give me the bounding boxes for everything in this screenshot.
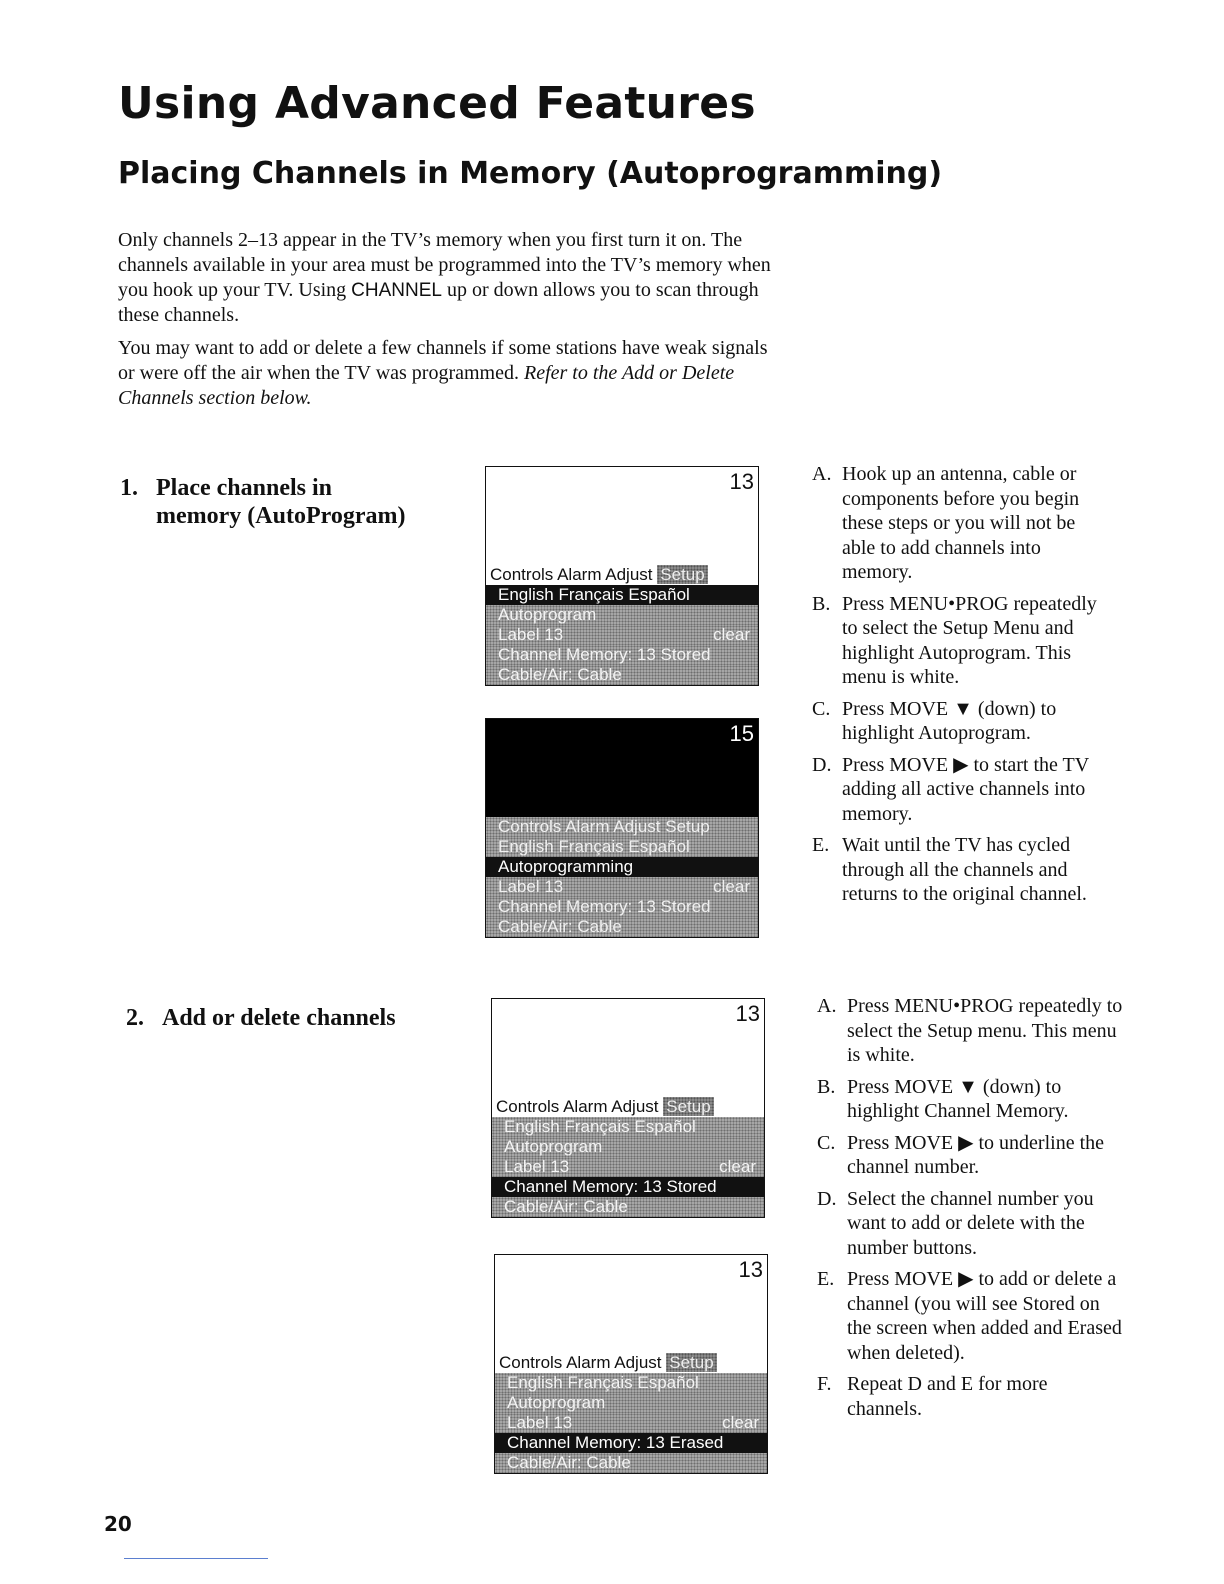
instruction-item xyxy=(812,697,1112,746)
menu-item-cable-air: Cable/Air: Cable xyxy=(486,917,758,937)
channel-number: 15 xyxy=(729,721,754,746)
instruction-text: Wait until the TV has cycled through all the channels and returns to the original channel. xyxy=(842,834,1087,905)
instruction-item xyxy=(817,1075,1127,1124)
step2-number: 2. xyxy=(126,1005,144,1031)
step2-title-text: Add or delete channels xyxy=(162,1005,396,1031)
intro-p1-text-a: Only channels 2–13 appear in the TV’s memory when you first turn it on. The channels available in your area must be programmed into the TV’s memory when you hook up your TV. Using xyxy=(118,229,771,301)
menu-item-languages: English Français Español xyxy=(486,837,758,857)
instruction-letter: A. xyxy=(817,995,837,1017)
intro-paragraph-2 xyxy=(118,336,788,411)
menu-item-cable-air: Cable/Air: Cable xyxy=(492,1197,764,1217)
menu-item-channel-memory: Channel Memory: 13 Erased xyxy=(495,1433,767,1453)
instruction-letter: E. xyxy=(812,834,830,856)
instruction-item xyxy=(812,462,1112,585)
instruction-text: Press MOVE ▶ to add or delete a channel (you will see Stored on the screen when added and Erased when deleted). xyxy=(847,1268,1122,1364)
menu-item-autoprogramming: Autoprogramming xyxy=(486,857,758,877)
instruction-text: Hook up an antenna, cable or components before you begin these steps or you will not be able to add channels into memory. xyxy=(842,463,1080,583)
menu-tabs xyxy=(492,1097,764,1117)
menu-label-text: Label 13 xyxy=(498,625,564,644)
instruction-letter: F. xyxy=(817,1373,832,1395)
menu-label-text: Label 13 xyxy=(507,1413,573,1432)
section-title: Placing Channels in Memory (Autoprogramming) xyxy=(118,156,943,191)
menu-item-languages: English Français Español xyxy=(492,1117,764,1137)
instruction-text: Press MOVE ▶ to start the TV adding all active channels into memory. xyxy=(842,753,1089,825)
setup-menu xyxy=(495,1353,767,1473)
channel-number: 13 xyxy=(729,469,754,494)
step1-tv-screen-autoprogramming xyxy=(485,718,759,938)
menu-label-clear: clear xyxy=(713,625,750,644)
menu-tabs: Controls Alarm Adjust Setup xyxy=(486,817,758,837)
step2-tv-screen-stored xyxy=(491,998,765,1218)
instruction-text: Press MENU•PROG repeatedly to select the Setup Menu and highlight Autoprogram. This menu is white. xyxy=(842,592,1097,688)
intro-p1-channel-keyword: CHANNEL xyxy=(351,280,442,301)
instruction-item xyxy=(817,1187,1127,1261)
step1-title-line2: memory (AutoProgram) xyxy=(156,503,406,529)
menu-item-cable-air: Cable/Air: Cable xyxy=(486,665,758,685)
setup-menu xyxy=(486,565,758,685)
menu-label-text: Label 13 xyxy=(498,877,564,896)
menu-label-clear: clear xyxy=(722,1413,759,1432)
page-title: Using Advanced Features xyxy=(118,78,756,129)
menu-label-clear: clear xyxy=(719,1157,756,1176)
intro-p2-text-a: You may want to add or delete a few channels if some stations have weak signals or were off the air when the TV was programmed. xyxy=(118,337,768,384)
step2-tv-screen-erased xyxy=(494,1254,768,1474)
menu-tab-setup: Setup xyxy=(666,1353,716,1372)
menu-item-channel-memory: Channel Memory: 13 Stored xyxy=(486,645,758,665)
instruction-item xyxy=(812,833,1112,907)
setup-menu xyxy=(492,1097,764,1217)
instruction-letter: C. xyxy=(812,697,831,720)
instruction-item xyxy=(817,1267,1127,1365)
menu-item-label xyxy=(486,625,758,645)
instruction-text: Press MOVE ▼ (down) to highlight Channel Memory. xyxy=(847,1075,1069,1122)
instruction-item xyxy=(817,1372,1127,1421)
instruction-item xyxy=(812,753,1112,827)
instruction-text: Press MOVE ▶ to underline the channel number. xyxy=(847,1131,1105,1178)
menu-item-languages: English Français Español xyxy=(486,585,758,605)
footer-divider xyxy=(124,1558,268,1559)
menu-tab-setup: Setup xyxy=(663,1097,713,1116)
step1-instructions xyxy=(812,462,1112,914)
instruction-letter: E. xyxy=(817,1268,835,1290)
channel-number: 13 xyxy=(738,1257,763,1282)
menu-item-autoprogram: Autoprogram xyxy=(495,1393,767,1413)
channel-number: 13 xyxy=(735,1001,760,1026)
menu-item-label xyxy=(486,877,758,897)
menu-item-autoprogram: Autoprogram xyxy=(492,1137,764,1157)
menu-item-cable-air: Cable/Air: Cable xyxy=(495,1453,767,1473)
menu-tabs-text: Controls Alarm Adjust xyxy=(496,1097,659,1116)
instruction-text: Select the channel number you want to add or delete with the number buttons. xyxy=(847,1187,1094,1259)
menu-item-languages: English Français Español xyxy=(495,1373,767,1393)
instruction-letter: D. xyxy=(812,753,832,776)
instruction-letter: D. xyxy=(817,1187,837,1210)
instruction-letter: A. xyxy=(812,463,832,485)
setup-menu xyxy=(486,817,758,937)
instruction-item xyxy=(817,994,1127,1068)
menu-tab-setup: Setup xyxy=(657,565,707,584)
instruction-letter: C. xyxy=(817,1131,836,1154)
menu-tabs xyxy=(486,565,758,585)
intro-p1-text-c: up or down allows you to scan through these channels. xyxy=(118,279,759,326)
menu-item-label xyxy=(492,1157,764,1177)
menu-item-channel-memory: Channel Memory: 13 Stored xyxy=(486,897,758,917)
instruction-text: Press MENU•PROG repeatedly to select the Setup menu. This menu is white. xyxy=(847,995,1123,1066)
intro-paragraph-1 xyxy=(118,228,788,328)
menu-item-channel-memory: Channel Memory: 13 Stored xyxy=(492,1177,764,1197)
step2-instructions xyxy=(817,994,1127,1428)
step1-tv-screen-setup xyxy=(485,466,759,686)
instruction-item xyxy=(812,592,1112,690)
menu-tabs-text: Controls Alarm Adjust xyxy=(499,1353,662,1372)
instruction-letter: B. xyxy=(812,592,831,615)
menu-label-clear: clear xyxy=(713,877,750,896)
menu-tabs-text: Controls Alarm Adjust xyxy=(490,565,653,584)
step1-title-line1: Place channels in xyxy=(156,475,333,501)
step1-number: 1. xyxy=(120,475,138,501)
instruction-text: Press MOVE ▼ (down) to highlight Autoprogram. xyxy=(842,697,1057,744)
menu-item-autoprogram: Autoprogram xyxy=(486,605,758,625)
menu-label-text: Label 13 xyxy=(504,1157,570,1176)
step1-title xyxy=(120,474,460,530)
page-number: 20 xyxy=(104,1512,132,1536)
instruction-text: Repeat D and E for more channels. xyxy=(847,1373,1048,1420)
instruction-letter: B. xyxy=(817,1075,836,1098)
intro-p2-reference: Refer to the Add or Delete Channels section below. xyxy=(118,362,735,409)
step2-title xyxy=(126,1004,466,1032)
menu-tabs xyxy=(495,1353,767,1373)
instruction-item xyxy=(817,1131,1127,1180)
menu-item-label xyxy=(495,1413,767,1433)
